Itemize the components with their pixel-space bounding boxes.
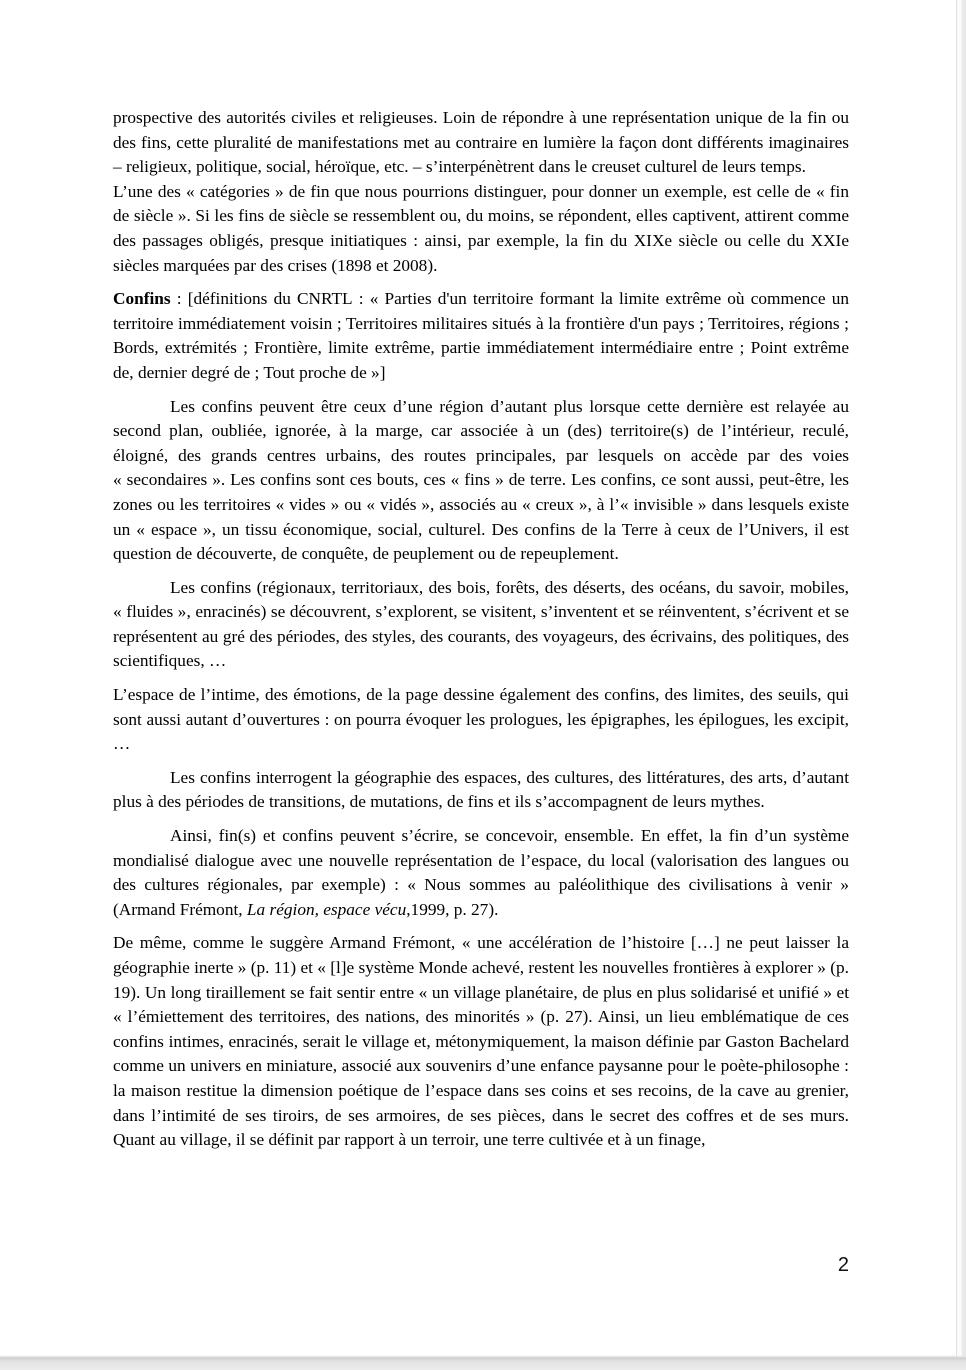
scrollbar-track[interactable] — [956, 0, 966, 1356]
page-text — [113, 106, 849, 1153]
paragraph — [113, 824, 849, 922]
page-bottom-edge — [0, 1352, 966, 1370]
paragraph — [113, 931, 849, 1152]
italic-text-run: La région, espace vécu — [246, 899, 407, 919]
text-run: Ainsi, fin(s) et confins peuvent s’écrire, se concevoir, ensemble. En effet, la fin d’un système mondialisé dialogue avec une nouvelle représentation de l’espace, du local (valorisation des langues ou des cultures régionales, par exemple) : « Nous sommes au paléolithique des civilisations à venir » (Armand Frémont, — [113, 826, 849, 919]
paragraph — [113, 106, 849, 180]
text-run: Les confins (régionaux, territoriaux, des bois, forêts, des déserts, des océans, du savoir, mobiles, « fluides », enracinés) se découvrent, s’explorent, se visitent, s’inventent et se réinventent, s’écrivent et se représentent au gré des périodes, des styles, des courants, des voyageurs, des écrivains, des politiques, des scientifiques, … — [113, 577, 849, 671]
text-run: L’espace de l’intime, des émotions, de la page dessine également des confins, des limites, des seuils, qui sont aussi autant d’ouvertures : on pourra évoquer les prologues, les épigraphes, les épilogues, les excipit, … — [113, 685, 849, 754]
paragraph — [113, 395, 849, 567]
paragraph — [113, 683, 849, 757]
text-run: De même, comme le suggère Armand Frémont, « une accélération de l’histoire […] ne peut laisser la géographie inerte » (p. 11) et « [l]e système Monde achevé, restent les nouvelles frontières à explorer » (p. 19). Un long tiraillement se fait sentir entre « un village planétaire, de plus en plus solidarisé et unifié » et « l’émiettement des territoires, des nations, des minorités » (p. 27). Ainsi, un lieu emblématique de ces confins intimes, enracinés, serait le village et, métonymiquement, la maison définie par Gaston Bachelard comme un univers en miniature, associé aux souvenirs d’une enfance paysanne pour le poète-philosophe : la maison restitue la dimension poétique de l’espace dans ses coins et ses recoins, de la cave au grenier, dans l’intimité de ses tiroirs, de ses armoires, de ses pièces, dans le secret des coffres et de ses murs. Quant au village, il se définit par rapport à un terroir, une terre cultivée et à un finage, — [113, 933, 849, 1150]
text-run: Les confins peuvent être ceux d’une région d’autant plus lorsque cette dernière est relayée au second plan, oubliée, ignorée, à la marge, car associée à un (des) territoire(s) de l’intérieur, reculé, éloigné, des grands centres urbains, des routes principales, par lesquels on accède par des voies « secondaires ». Les confins sont ces bouts, ces « fins » de terre. Les confins, ce sont aussi, peut-être, les zones ou les territoires « vides » ou « vidés », associés au « creux », à l’« invisible » dans lesquels existe un « espace », un tissu économique, social, culturel. Des confins de la Terre à ceux de l’Univers, il est question de découverte, de conquête, de peuplement ou de repeuplement. — [113, 396, 849, 564]
page-footer — [113, 1254, 849, 1277]
bold-text-run: Confins — [113, 289, 171, 309]
text-run: L’une des « catégories » de fin que nous pourrions distinguer, pour donner un exemple, est celle de « fin de siècle ». Si les fins de siècle se ressemblent ou, du moins, se répondent, elles captivent, attirent comme des passages obligés, presque initiatiques : ainsi, par exemple, la fin du XIXe siècle ou celle du XXIe siècles marquées par des crises (1898 et 2008). — [113, 181, 849, 275]
paragraph — [113, 287, 849, 385]
text-run: prospective des autorités civiles et religieuses. Loin de répondre à une représentation unique de la fin ou des fins, cette pluralité de manifestations met au contraire en lumière la façon dont différents imaginaires – religieux, politique, social, héroïque, etc. – s’interpénètrent dans le creuset culturel de leurs temps. — [113, 108, 849, 177]
paragraph — [113, 180, 849, 278]
text-run: Les confins interrogent la géographie des espaces, des cultures, des littératures, des arts, d’autant plus à des périodes de transitions, de mutations, de fins et ils s’accompagnent de leurs mythes. — [113, 767, 849, 812]
paragraph — [113, 766, 849, 815]
text-run: : [définitions du CNRTL : « Parties d'un territoire formant la limite extrême où commence un territoire immédiatement voisin ; Territoires militaires situés à la frontière d'un pays ; Territoires, régions ; Bords, extrémités ; Frontière, limite extrême, partie immédiatement intermédiaire entre ; Point extrême de, dernier degré de ; Tout proche de »] — [113, 289, 849, 382]
paragraph — [113, 576, 849, 674]
page-number: 2 — [837, 1254, 849, 1276]
text-run: ,1999, p. 27). — [406, 899, 499, 919]
